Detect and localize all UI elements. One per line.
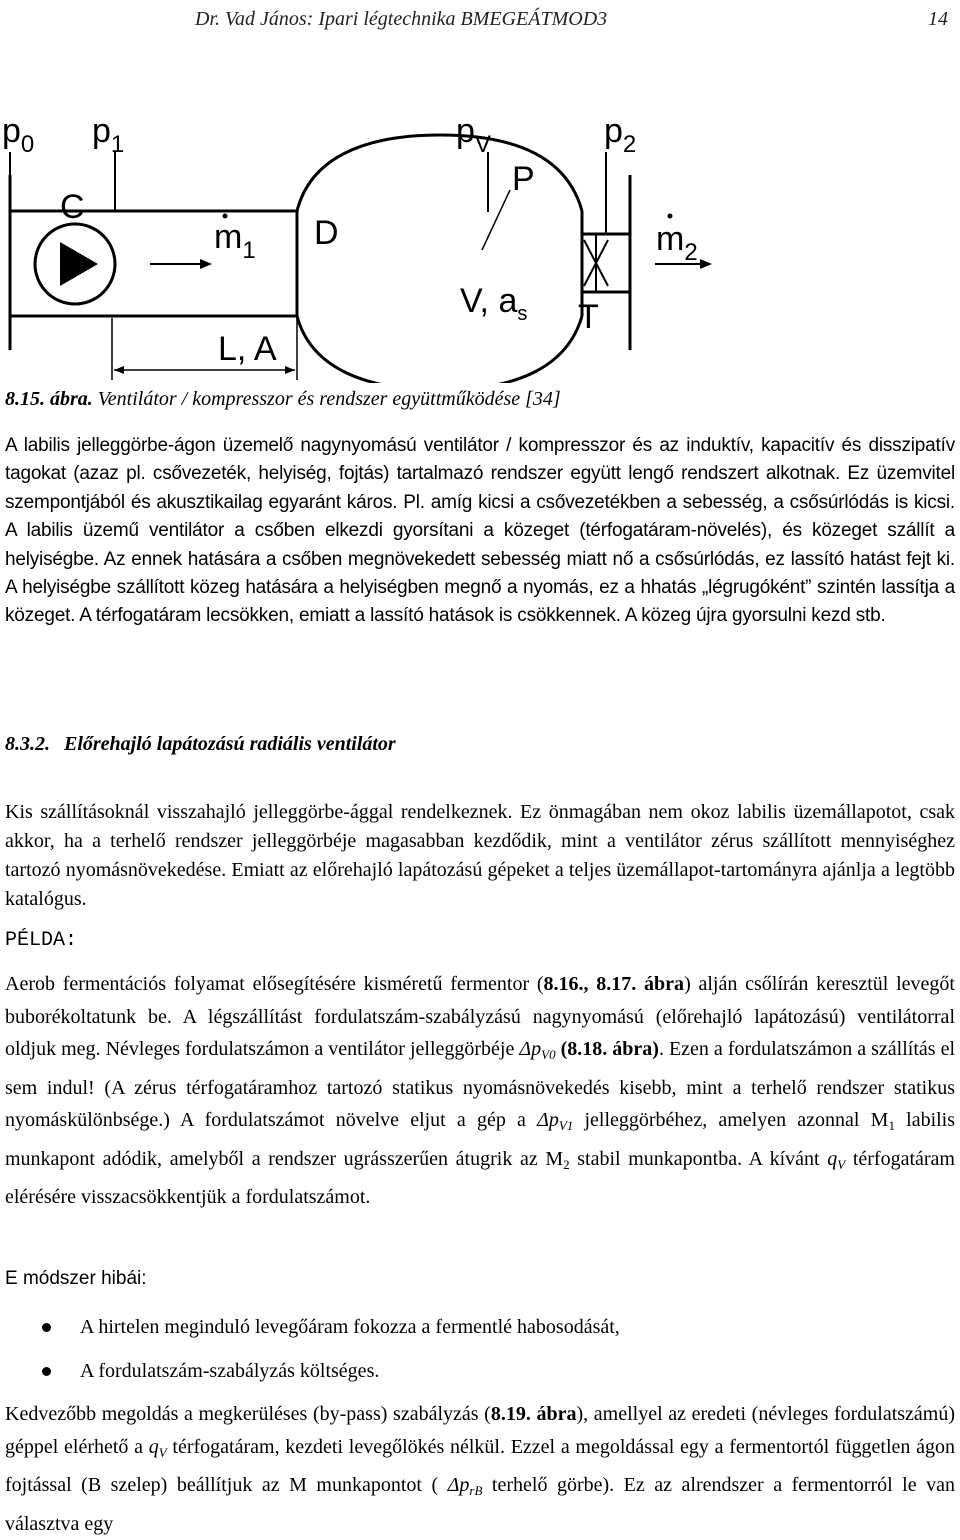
vessel-top bbox=[297, 135, 582, 211]
page-number: 14 bbox=[928, 8, 948, 30]
label-p2: $p_2$ bbox=[604, 112, 637, 158]
drawbacks-list bbox=[5, 1313, 955, 1401]
caption-text: Ventilátor / kompresszor és rendszer együttműködése [34] bbox=[97, 388, 561, 410]
label-D: D bbox=[314, 214, 339, 252]
label-C: C bbox=[60, 188, 85, 226]
label-LA: L, A bbox=[218, 330, 277, 368]
system-diagram bbox=[0, 88, 960, 383]
list-item: A hirtelen meginduló levegőáram fokozza a fermentlé habosodását, bbox=[5, 1313, 955, 1357]
dp-v1-symbol: $\Delta p_{V1}$ bbox=[537, 1109, 574, 1133]
paragraph-bypass: Kedvezőbb megoldás a megkerüléses (by-pass) szabályzás (8.19. ábra), amellyel az eredeti (névleges fordulatszámú) géppel elérhető a $q_V$ térfogatáram, kezdeti levegőlökés nélkül. Ezzel a megoldással egy a fermentortól független ágon fojtással (B szelep) beállítjuk az M munkapontot ( $\Delta p_{rB}$ terhelő görbe). Ez az alrendszer a fermentorról le van választva egy bbox=[5, 1403, 956, 1535]
section-title: Előrehajló lapátozású radiális ventilátor bbox=[64, 733, 396, 755]
caption-number: 8.15. ábra. bbox=[5, 388, 93, 410]
label-p1: $p_1$ bbox=[92, 112, 125, 158]
qv-symbol: $q_V$ bbox=[148, 1435, 167, 1460]
paragraph-oscillation: A labilis jelleggörbe-ágon üzemelő nagynyomású ventilátor / kompresszor és az induktív, kapacitív és disszipatív tagokat (azaz pl. csővezeték, helyiség, fojtás) tartalmazó rendszer együtt lengő rendszert alkotnak. Ez üzemvitel szempontjából és akusztikailag egyaránt káros. Pl. amíg kicsi a csővezetékben a sebesség, a csősúrlódás is kicsi. A labilis üzemű ventilátor a csőben elkezdi gyorsítani a közeget (térfogatáram-növelés), és közeget szállít a helyiségbe. Az ennek hatására a csőben megnövekedett sebesség miatt nő a csősúrlódás, ez lassító hatást fejt ki. A helyiségbe szállított közeg hatására a helyiségben megnő a nyomás, ez a hhatás „légrugóként” szintén lassítja a közeget. A térfogatáram lecsökken, emiatt a lassító hatások is csökkennek. A közeg újra gyorsulni kezd stb. bbox=[5, 435, 955, 627]
label-p0: $p_0$ bbox=[2, 112, 35, 158]
section-heading bbox=[5, 733, 955, 756]
dp-rb-symbol: $\Delta p_{rB}$ bbox=[447, 1474, 483, 1498]
label-m2: $m_2$ bbox=[656, 220, 698, 266]
qv-symbol: $q_V$ bbox=[827, 1147, 846, 1172]
label-pv: $p_V$ bbox=[456, 112, 491, 158]
label-P: P bbox=[512, 160, 535, 198]
figure-ref-8-18: (8.18. ábra) bbox=[555, 1038, 659, 1060]
label-T: T bbox=[578, 298, 599, 336]
example-label: PÉLDA: bbox=[5, 929, 78, 952]
label-V-as: V, $a_s$ bbox=[460, 282, 528, 325]
page-header bbox=[195, 8, 948, 31]
method-drawbacks-label: E módszer hibái: bbox=[5, 1268, 147, 1289]
label-m1: $m_1$ bbox=[214, 218, 256, 264]
figure-ref-8-19: 8.19. ábra bbox=[490, 1403, 577, 1425]
paragraph-forward-curved: Kis szállításoknál visszahajló jelleggörbe-ággal rendelkeznek. Ez önmagában nem okoz labilis üzemállapotot, csak akkor, ha a terhelő rendszer jelleggörbéje magasabban kezdődik, mint a ventilátor zérus szállított mennyiséghez tartozó nyomásnövekedése. Emiatt az előrehajló lapátozású gépeket a teljes üzemállapot-tartományra ajánlja a legtöbb katalógus. bbox=[5, 801, 955, 910]
document-title: Dr. Vad János: Ipari légtechnika BMEGEÁTMOD3 bbox=[195, 8, 608, 30]
vessel-bottom bbox=[297, 316, 582, 383]
figure-ref-8-16: 8.16., 8.17. ábra bbox=[543, 973, 685, 995]
list-item: A fordulatszám-szabályzás költséges. bbox=[5, 1357, 955, 1401]
fan-triangle bbox=[60, 242, 98, 286]
figure-caption bbox=[5, 388, 955, 411]
section-number: 8.3.2. bbox=[5, 733, 50, 755]
dp-v0-symbol: $\Delta p_{V0}$ bbox=[519, 1038, 556, 1062]
paragraph-example: Aerob fermentációs folyamat elősegítésére kisméretű fermentor (8.16., 8.17. ábra) alján csőlírán keresztül levegőt buborékoltatunk be. A légszállítást fordulatszám-szabályzású nagynyomású (előrehajló lapátozású) ventilátorral oldjuk meg. Névleges fordulatszámon a ventilátor jelleggörbéje $\Delta p_{V0}$ (8.18. ábra). Ezen a fordulatszámon a szállítás el sem indul! (A zérus térfogatáramhoz tartozó statikus nyomásnövekedés kisebb, mint a terhelő rendszer statikus nyomáskülönbsége.) A fordulatszámot növelve eljut a gép a $\Delta p_{V1}$ jelleggörbéhez, amelyen azonnal $M_1$ labilis munkapont adódik, amelyből a rendszer ugrásszerűen átugrik az $M_2$ stabil munkapontba. A kívánt $q_V$ térfogatáram elérésére visszacsökkentjük a fordulatszámot. bbox=[5, 973, 956, 1208]
